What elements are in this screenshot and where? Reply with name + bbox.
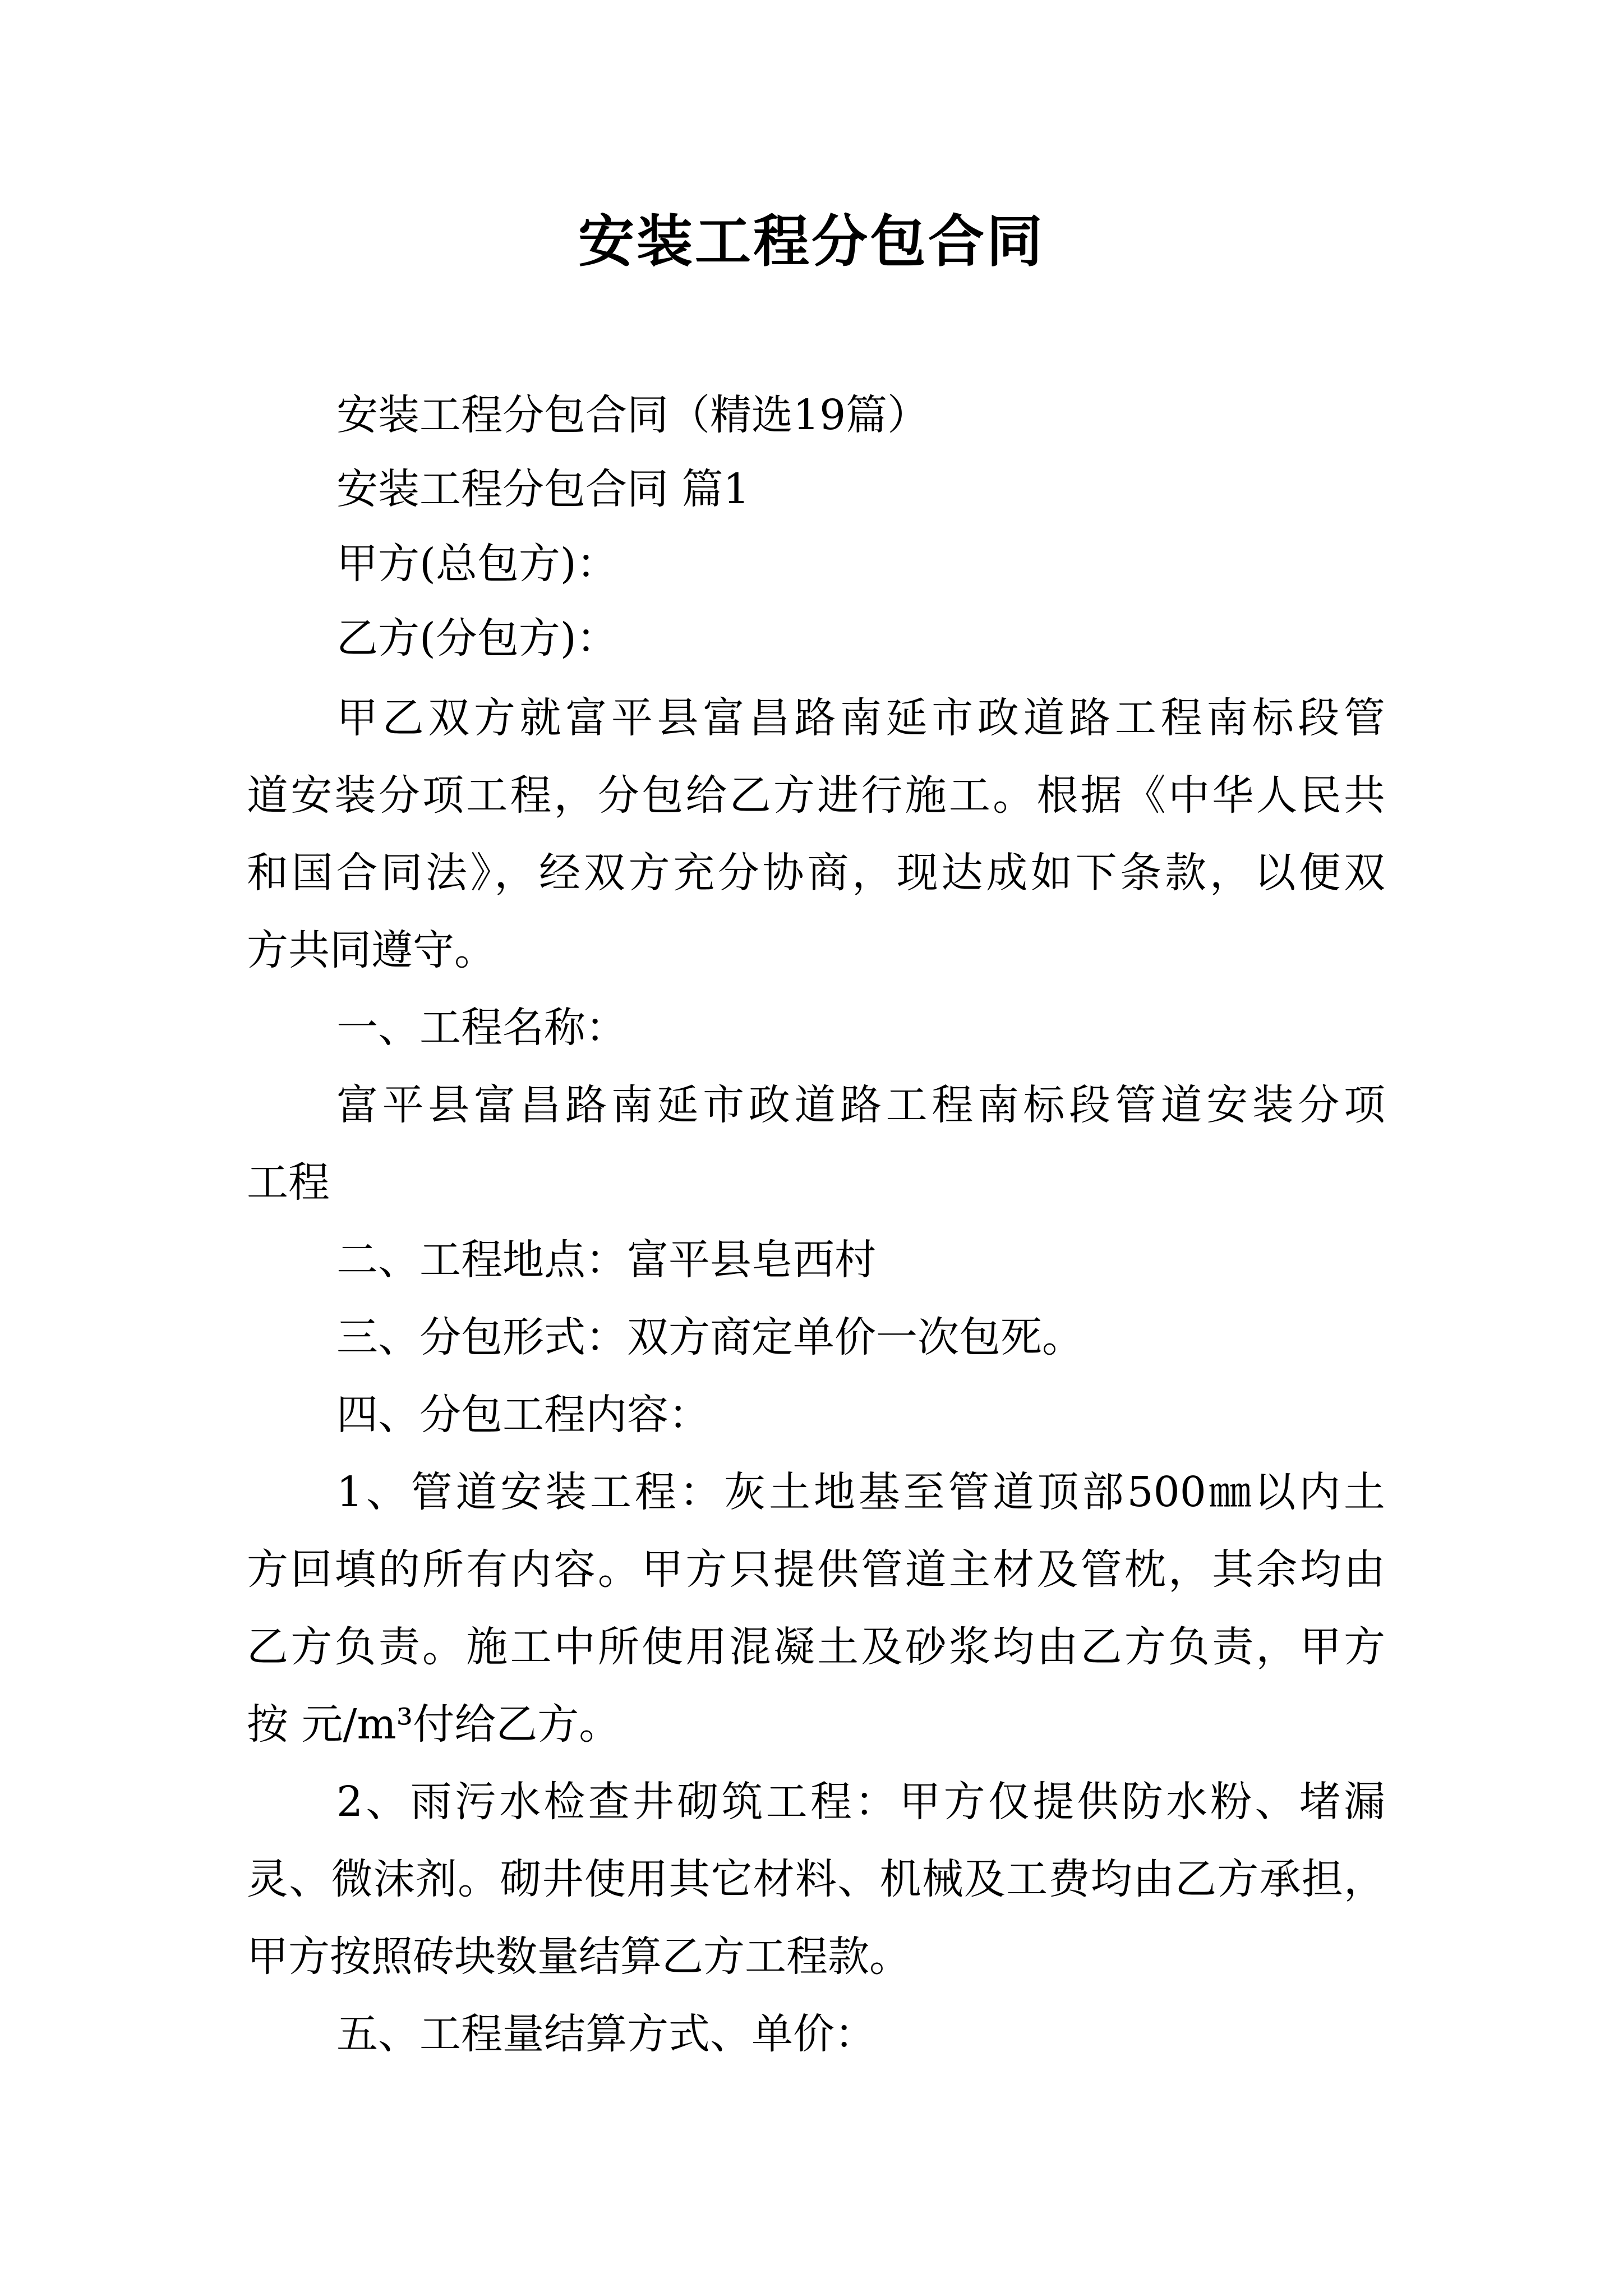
paragraph-line: 1、管道安装工程：灰土地基至管道顶部500㎜以内土 bbox=[336, 1468, 1385, 1516]
clause-heading: 五、工程量结算方式、单价： bbox=[336, 2010, 876, 2058]
paragraph-line: 和国合同法》，经双方充分协商，现达成如下条款，以便双 bbox=[247, 849, 1385, 897]
party-b-line: 乙方(分包方)： bbox=[336, 614, 618, 662]
paragraph-line: 甲方按照砖块数量结算乙方工程款。 bbox=[247, 1932, 911, 1981]
document-title: 安装工程分包合同 bbox=[578, 208, 1045, 274]
paragraph-line: 灵、微沫剂。砌井使用其它材料、机械及工费均由乙方承担， bbox=[247, 1855, 1385, 1903]
subtitle-line: 安装工程分包合同（精选19篇） bbox=[336, 391, 929, 439]
clause-heading: 二、工程地点：富平县皂西村 bbox=[336, 1236, 876, 1284]
paragraph-line: 甲乙双方就富平县富昌路南延市政道路工程南标段管 bbox=[336, 694, 1385, 742]
section-heading: 安装工程分包合同 篇1 bbox=[336, 465, 750, 513]
paragraph-line: 按 元/m³付给乙方。 bbox=[247, 1700, 621, 1749]
clause-heading: 一、工程名称： bbox=[336, 1004, 627, 1052]
paragraph-line: 工程 bbox=[247, 1158, 330, 1207]
clause-heading: 三、分包形式：双方商定单价一次包死。 bbox=[336, 1313, 1083, 1361]
paragraph-line: 2、雨污水检查井砌筑工程：甲方仅提供防水粉、堵漏 bbox=[336, 1778, 1385, 1826]
paragraph-line: 乙方负责。施工中所使用混凝土及砂浆均由乙方负责，甲方 bbox=[247, 1623, 1385, 1671]
paragraph-line: 富平县富昌路南延市政道路工程南标段管道安装分项 bbox=[336, 1081, 1385, 1129]
party-a-line: 甲方(总包方)： bbox=[336, 540, 618, 588]
paragraph-line: 道安装分项工程，分包给乙方进行施工。根据《中华人民共 bbox=[247, 771, 1385, 820]
paragraph-line: 方回填的所有内容。甲方只提供管道主材及管枕，其余均由 bbox=[247, 1545, 1385, 1594]
paragraph-line: 方共同遵守。 bbox=[247, 926, 496, 974]
clause-heading: 四、分包工程内容： bbox=[336, 1391, 710, 1439]
